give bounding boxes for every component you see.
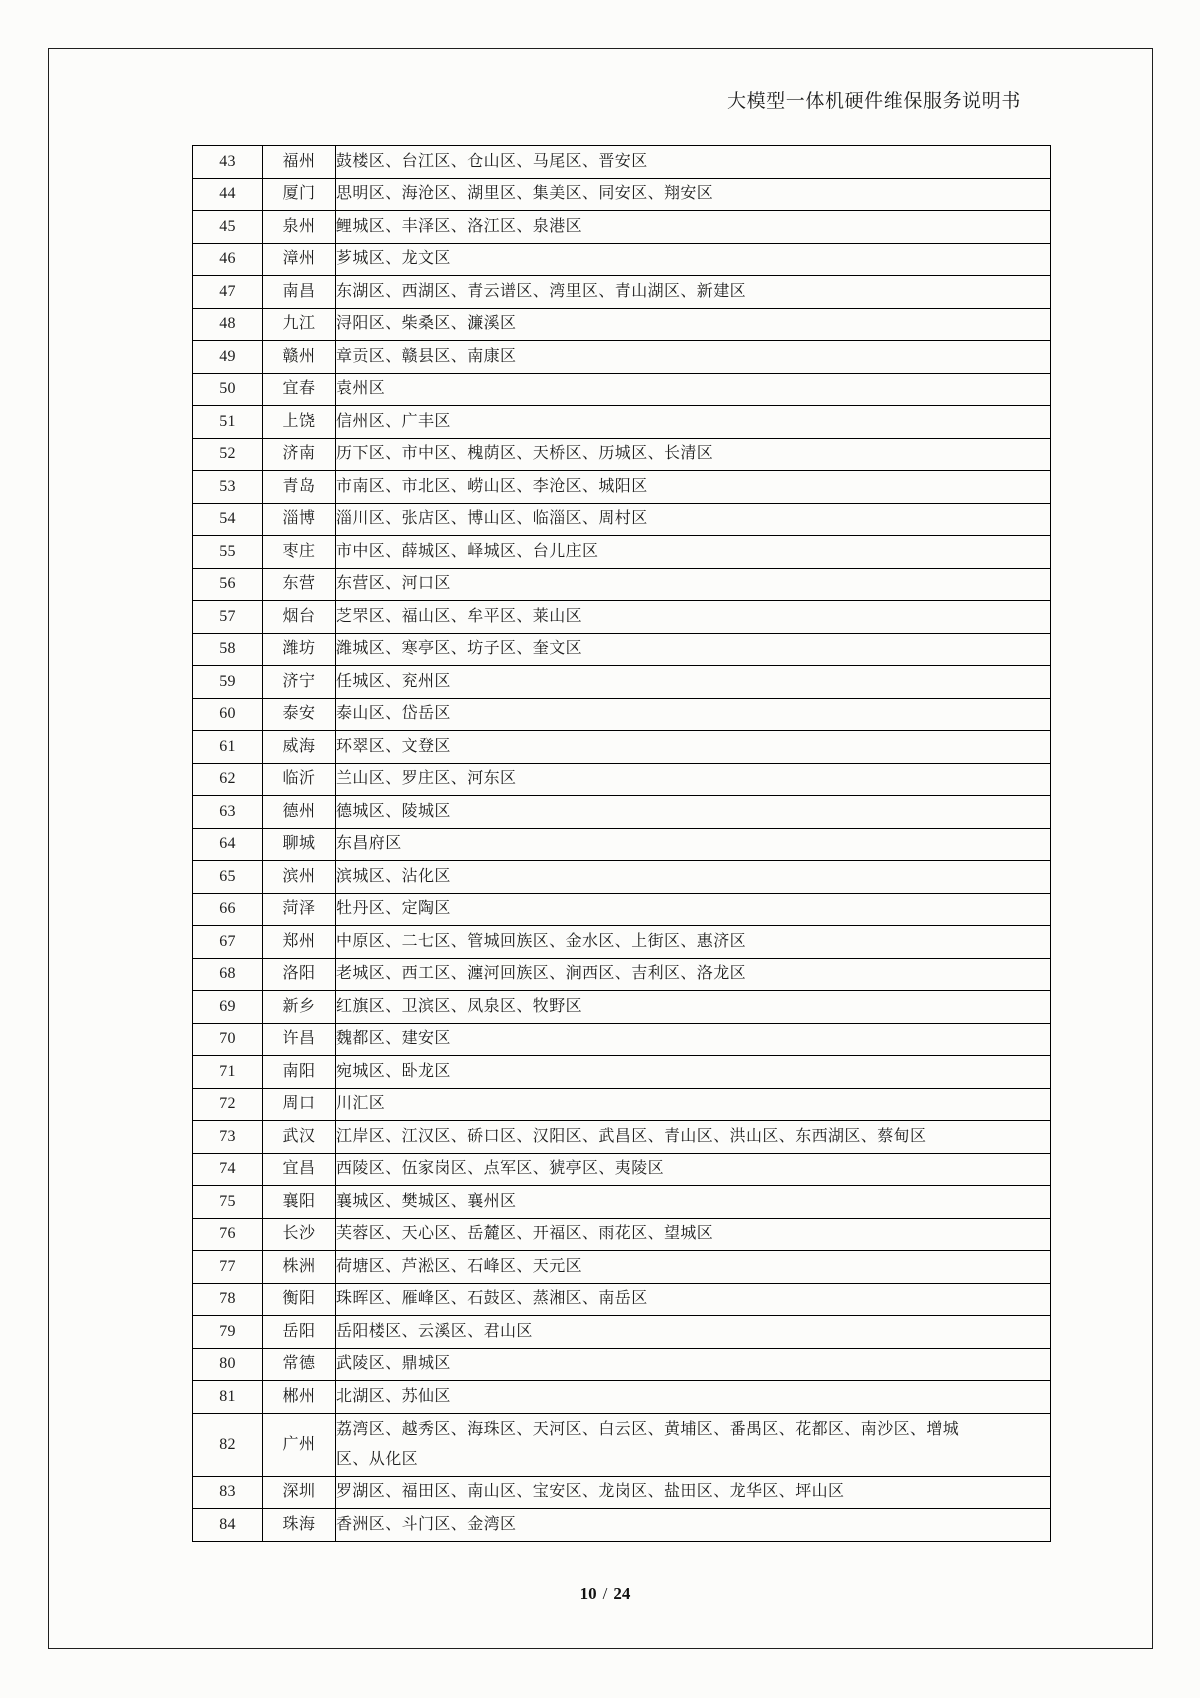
city-cell: 许昌 [263,1023,336,1056]
districts-cell: 历下区、市中区、槐荫区、天桥区、历城区、长清区 [336,438,1051,471]
districts-cell: 东昌府区 [336,828,1051,861]
row-number-cell: 82 [193,1413,263,1476]
districts-cell: 任城区、兖州区 [336,666,1051,699]
page-number-total: 24 [613,1584,631,1603]
row-number-cell: 73 [193,1121,263,1154]
row-number-cell: 45 [193,211,263,244]
city-cell: 常德 [263,1348,336,1381]
city-cell: 枣庄 [263,536,336,569]
table-row [193,146,1051,179]
districts-cell: 罗湖区、福田区、南山区、宝安区、龙岗区、盐田区、龙华区、坪山区 [336,1476,1051,1509]
table-row [193,828,1051,861]
row-number-cell: 68 [193,958,263,991]
row-number-cell: 84 [193,1509,263,1542]
districts-cell: 章贡区、赣县区、南康区 [336,341,1051,374]
table-row [193,1476,1051,1509]
row-number-cell: 71 [193,1056,263,1089]
row-number-cell: 61 [193,731,263,764]
row-number-cell: 52 [193,438,263,471]
table-row [193,276,1051,309]
row-number-cell: 56 [193,568,263,601]
districts-cell: 德城区、陵城区 [336,796,1051,829]
city-cell: 九江 [263,308,336,341]
city-cell: 赣州 [263,341,336,374]
districts-cell: 东湖区、西湖区、青云谱区、湾里区、青山湖区、新建区 [336,276,1051,309]
table-row [193,536,1051,569]
city-cell: 衡阳 [263,1283,336,1316]
table-row [193,1088,1051,1121]
row-number-cell: 80 [193,1348,263,1381]
table-row [193,1056,1051,1089]
table-row [193,926,1051,959]
table-row [193,763,1051,796]
city-cell: 东营 [263,568,336,601]
row-number-cell: 74 [193,1153,263,1186]
city-cell: 临沂 [263,763,336,796]
city-cell: 潍坊 [263,633,336,666]
table-row [193,796,1051,829]
districts-cell: 芝罘区、福山区、牟平区、莱山区 [336,601,1051,634]
table-row [193,1381,1051,1414]
table-row [193,601,1051,634]
row-number-cell: 72 [193,1088,263,1121]
city-cell: 南昌 [263,276,336,309]
row-number-cell: 54 [193,503,263,536]
city-cell: 襄阳 [263,1186,336,1219]
city-cell: 南阳 [263,1056,336,1089]
city-cell: 济南 [263,438,336,471]
table-row [193,698,1051,731]
row-number-cell: 43 [193,146,263,179]
row-number-cell: 70 [193,1023,263,1056]
districts-cell: 荔湾区、越秀区、海珠区、天河区、白云区、黄埔区、番禺区、花都区、南沙区、增城 区、从化区 [336,1413,1051,1476]
city-cell: 郴州 [263,1381,336,1414]
table-row [193,503,1051,536]
districts-cell: 西陵区、伍家岗区、点军区、猇亭区、夷陵区 [336,1153,1051,1186]
row-number-cell: 79 [193,1316,263,1349]
districts-cell: 江岸区、江汉区、硚口区、汉阳区、武昌区、青山区、洪山区、东西湖区、蔡甸区 [336,1121,1051,1154]
row-number-cell: 57 [193,601,263,634]
row-number-cell: 50 [193,373,263,406]
city-cell: 广州 [263,1413,336,1476]
row-number-cell: 77 [193,1251,263,1284]
row-number-cell: 47 [193,276,263,309]
row-number-cell: 63 [193,796,263,829]
row-number-cell: 69 [193,991,263,1024]
districts-cell: 香洲区、斗门区、金湾区 [336,1509,1051,1542]
row-number-cell: 51 [193,406,263,439]
row-number-cell: 62 [193,763,263,796]
districts-cell: 岳阳楼区、云溪区、君山区 [336,1316,1051,1349]
table-row [193,243,1051,276]
districts-cell: 淄川区、张店区、博山区、临淄区、周村区 [336,503,1051,536]
city-cell: 滨州 [263,861,336,894]
districts-cell: 芗城区、龙文区 [336,243,1051,276]
districts-cell: 宛城区、卧龙区 [336,1056,1051,1089]
row-number-cell: 78 [193,1283,263,1316]
table-row [193,211,1051,244]
table-row [193,666,1051,699]
table-row [193,861,1051,894]
districts-cell: 鲤城区、丰泽区、洛江区、泉港区 [336,211,1051,244]
city-cell: 武汉 [263,1121,336,1154]
city-cell: 福州 [263,146,336,179]
table-row [193,633,1051,666]
row-number-cell: 75 [193,1186,263,1219]
page-number-current: 10 [579,1584,597,1603]
page-number-separator: / [602,1584,608,1603]
city-districts-table-body [193,146,1051,1542]
row-number-cell: 60 [193,698,263,731]
table-row [193,471,1051,504]
row-number-cell: 64 [193,828,263,861]
row-number-cell: 76 [193,1218,263,1251]
districts-cell: 东营区、河口区 [336,568,1051,601]
districts-cell: 武陵区、鼎城区 [336,1348,1051,1381]
row-number-cell: 53 [193,471,263,504]
city-cell: 厦门 [263,178,336,211]
city-cell: 济宁 [263,666,336,699]
row-number-cell: 46 [193,243,263,276]
city-cell: 宜昌 [263,1153,336,1186]
city-cell: 泰安 [263,698,336,731]
table-row [193,1153,1051,1186]
city-cell: 周口 [263,1088,336,1121]
districts-cell: 潍城区、寒亭区、坊子区、奎文区 [336,633,1051,666]
table-row [193,406,1051,439]
table-row [193,1316,1051,1349]
city-cell: 泉州 [263,211,336,244]
districts-cell: 中原区、二七区、管城回族区、金水区、上街区、惠济区 [336,926,1051,959]
table-row [193,1023,1051,1056]
city-cell: 淄博 [263,503,336,536]
table-row [193,1413,1051,1476]
table-row [193,373,1051,406]
city-cell: 漳州 [263,243,336,276]
districts-cell: 荷塘区、芦淞区、石峰区、天元区 [336,1251,1051,1284]
districts-cell: 老城区、西工区、瀍河回族区、涧西区、吉利区、洛龙区 [336,958,1051,991]
districts-cell: 市南区、市北区、崂山区、李沧区、城阳区 [336,471,1051,504]
districts-cell: 襄城区、樊城区、襄州区 [336,1186,1051,1219]
table-row [193,1283,1051,1316]
document-header-title: 大模型一体机硬件维保服务说明书 [726,91,1021,112]
districts-cell: 滨城区、沾化区 [336,861,1051,894]
city-districts-table [192,145,1051,1542]
districts-cell: 牡丹区、定陶区 [336,893,1051,926]
table-row [193,568,1051,601]
city-cell: 新乡 [263,991,336,1024]
city-cell: 长沙 [263,1218,336,1251]
districts-cell: 浔阳区、柴桑区、濂溪区 [336,308,1051,341]
table-row [193,1121,1051,1154]
city-cell: 聊城 [263,828,336,861]
row-number-cell: 65 [193,861,263,894]
city-cell: 株洲 [263,1251,336,1284]
table-row [193,308,1051,341]
districts-cell: 泰山区、岱岳区 [336,698,1051,731]
row-number-cell: 44 [193,178,263,211]
table-row [193,341,1051,374]
table-row [193,178,1051,211]
districts-cell: 川汇区 [336,1088,1051,1121]
table-row [193,1251,1051,1284]
row-number-cell: 59 [193,666,263,699]
districts-cell: 红旗区、卫滨区、凤泉区、牧野区 [336,991,1051,1024]
districts-cell: 兰山区、罗庄区、河东区 [336,763,1051,796]
city-cell: 深圳 [263,1476,336,1509]
table-row [193,991,1051,1024]
table-row [193,893,1051,926]
row-number-cell: 67 [193,926,263,959]
city-cell: 威海 [263,731,336,764]
city-cell: 宜春 [263,373,336,406]
city-cell: 青岛 [263,471,336,504]
districts-cell: 鼓楼区、台江区、仓山区、马尾区、晋安区 [336,146,1051,179]
row-number-cell: 48 [193,308,263,341]
city-cell: 上饶 [263,406,336,439]
row-number-cell: 49 [193,341,263,374]
city-cell: 德州 [263,796,336,829]
city-cell: 烟台 [263,601,336,634]
row-number-cell: 58 [193,633,263,666]
districts-cell: 北湖区、苏仙区 [336,1381,1051,1414]
districts-cell: 环翠区、文登区 [336,731,1051,764]
table-row [193,1348,1051,1381]
districts-cell: 芙蓉区、天心区、岳麓区、开福区、雨花区、望城区 [336,1218,1051,1251]
districts-cell: 市中区、薛城区、峄城区、台儿庄区 [336,536,1051,569]
page-footer [0,1584,1200,1604]
city-cell: 菏泽 [263,893,336,926]
districts-cell: 珠晖区、雁峰区、石鼓区、蒸湘区、南岳区 [336,1283,1051,1316]
table-row [193,438,1051,471]
city-cell: 洛阳 [263,958,336,991]
city-cell: 珠海 [263,1509,336,1542]
table-row [193,731,1051,764]
city-cell: 郑州 [263,926,336,959]
districts-cell: 魏都区、建安区 [336,1023,1051,1056]
row-number-cell: 83 [193,1476,263,1509]
districts-cell: 思明区、海沧区、湖里区、集美区、同安区、翔安区 [336,178,1051,211]
table-row [193,958,1051,991]
city-cell: 岳阳 [263,1316,336,1349]
row-number-cell: 81 [193,1381,263,1414]
table-row [193,1186,1051,1219]
districts-cell: 袁州区 [336,373,1051,406]
table-row [193,1218,1051,1251]
row-number-cell: 66 [193,893,263,926]
row-number-cell: 55 [193,536,263,569]
districts-cell: 信州区、广丰区 [336,406,1051,439]
table-row [193,1509,1051,1542]
